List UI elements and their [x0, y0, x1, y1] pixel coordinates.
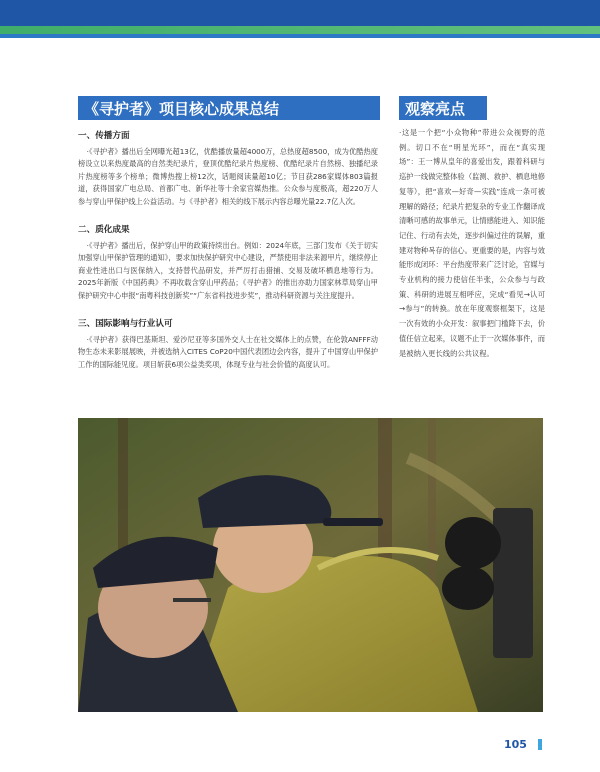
photo-illustration [78, 418, 543, 712]
sidebar-title: 观察亮点 [399, 96, 487, 120]
trail-camera [493, 508, 533, 658]
main-title: 《寻护者》项目核心成果总结 [78, 96, 380, 120]
observation-paragraph: ·这是一个把“小众物种”带进公众视野的范例。切口不在“明星光环”，而在“真实现场”：王一博从皇年的喜爱出发，跟着科研与巡护一线做完整体验（监测、救护、栖息地修复等），把“喜欢—好奇—实践”连成一条可被理解的路径；纪录片把复杂的专业工作翻译成清晰可感的故事单元，让情感能进入、知识能记住、行动有去处，逐步纠偏过往的误解，重建对物种복存的信心。更重要的是，内容与效能形成闭环：平台热度带来广泛讨论，官媒与专业机构的接力使信任半张，公众参与与政策、科研的进展互相呼应，完成“看见→认可→参与”的转换。放在年度观察框架下，这是一次有效的小众开发：叙事把门槛降下去，价值任信立起来，议题不止于一次媒体事件，而是被纳入更长线的公共议程。 [399, 128, 545, 358]
section-heading: 三、国际影响与行业认可 [78, 319, 173, 330]
page-number: 105 [504, 738, 527, 751]
field-photo [78, 418, 543, 712]
top-banner-blue-stripe [0, 34, 600, 38]
section-heading: 二、质化成果 [78, 225, 130, 236]
summary-column [78, 126, 378, 387]
section-heading: 一、传播方面 [78, 131, 130, 141]
observation-column [399, 126, 545, 361]
section-paragraph: ·《寻护者》播出后，保护穿山甲的政策持续出台。例如：2024年底，三部门发布《关于切实加强穿山甲保护管理的通知》，要求加快保护研究中心建设，严禁使用非法来源甲片，继续停止商业性进出口与医保纳入，支持替代品研发，并严厉打击猎捕、交易及破坏栖息地等行为。2025年新版《中国药典》不再收载含穿山甲药品；《寻护者》的推出亦助力国家林草局穿山甲保护研究中心申报“南粤科技创新奖”“广东省科技进步奖”，推动科研资源与关注度提升。 [78, 241, 378, 300]
page-number-marker [538, 739, 542, 750]
top-banner-green-stripe [0, 26, 600, 34]
section-paragraph: ·《寻护者》获得巴基斯坦、爱沙尼亚等多国外交人士在社交媒体上的点赞，在伦敦ANFFF动物生态未来影展展映，并被选纳入CITES CoP20中国代表团边会内容，提升了中国穿山甲保护工作的国际能见度。项目斩获6项公益类奖项，体现专业与社会价值的高度认可。 [78, 335, 378, 369]
section-paragraph: ·《寻护者》播出后全网曝光超13亿，优酷播放量超4000万，总热度超8500，成为优酷热度榜设立以来热度最高的自然类纪录片，登顶优酷纪录片热度榜、优酷纪录片自然榜、独播纪录片热度榜等多个榜单；微博热搜上榜12次，话题阅读量超10亿；节目获286家媒体803篇报道，获得国家广电总局、首都广电、新华社等十余家官媒热推。公众参与度极高，超220万人参与穿山甲保护线上公益活动。与《寻护者》相关的线下展示内容总曝光量22.7亿人次。 [78, 147, 378, 206]
top-banner [0, 0, 600, 26]
